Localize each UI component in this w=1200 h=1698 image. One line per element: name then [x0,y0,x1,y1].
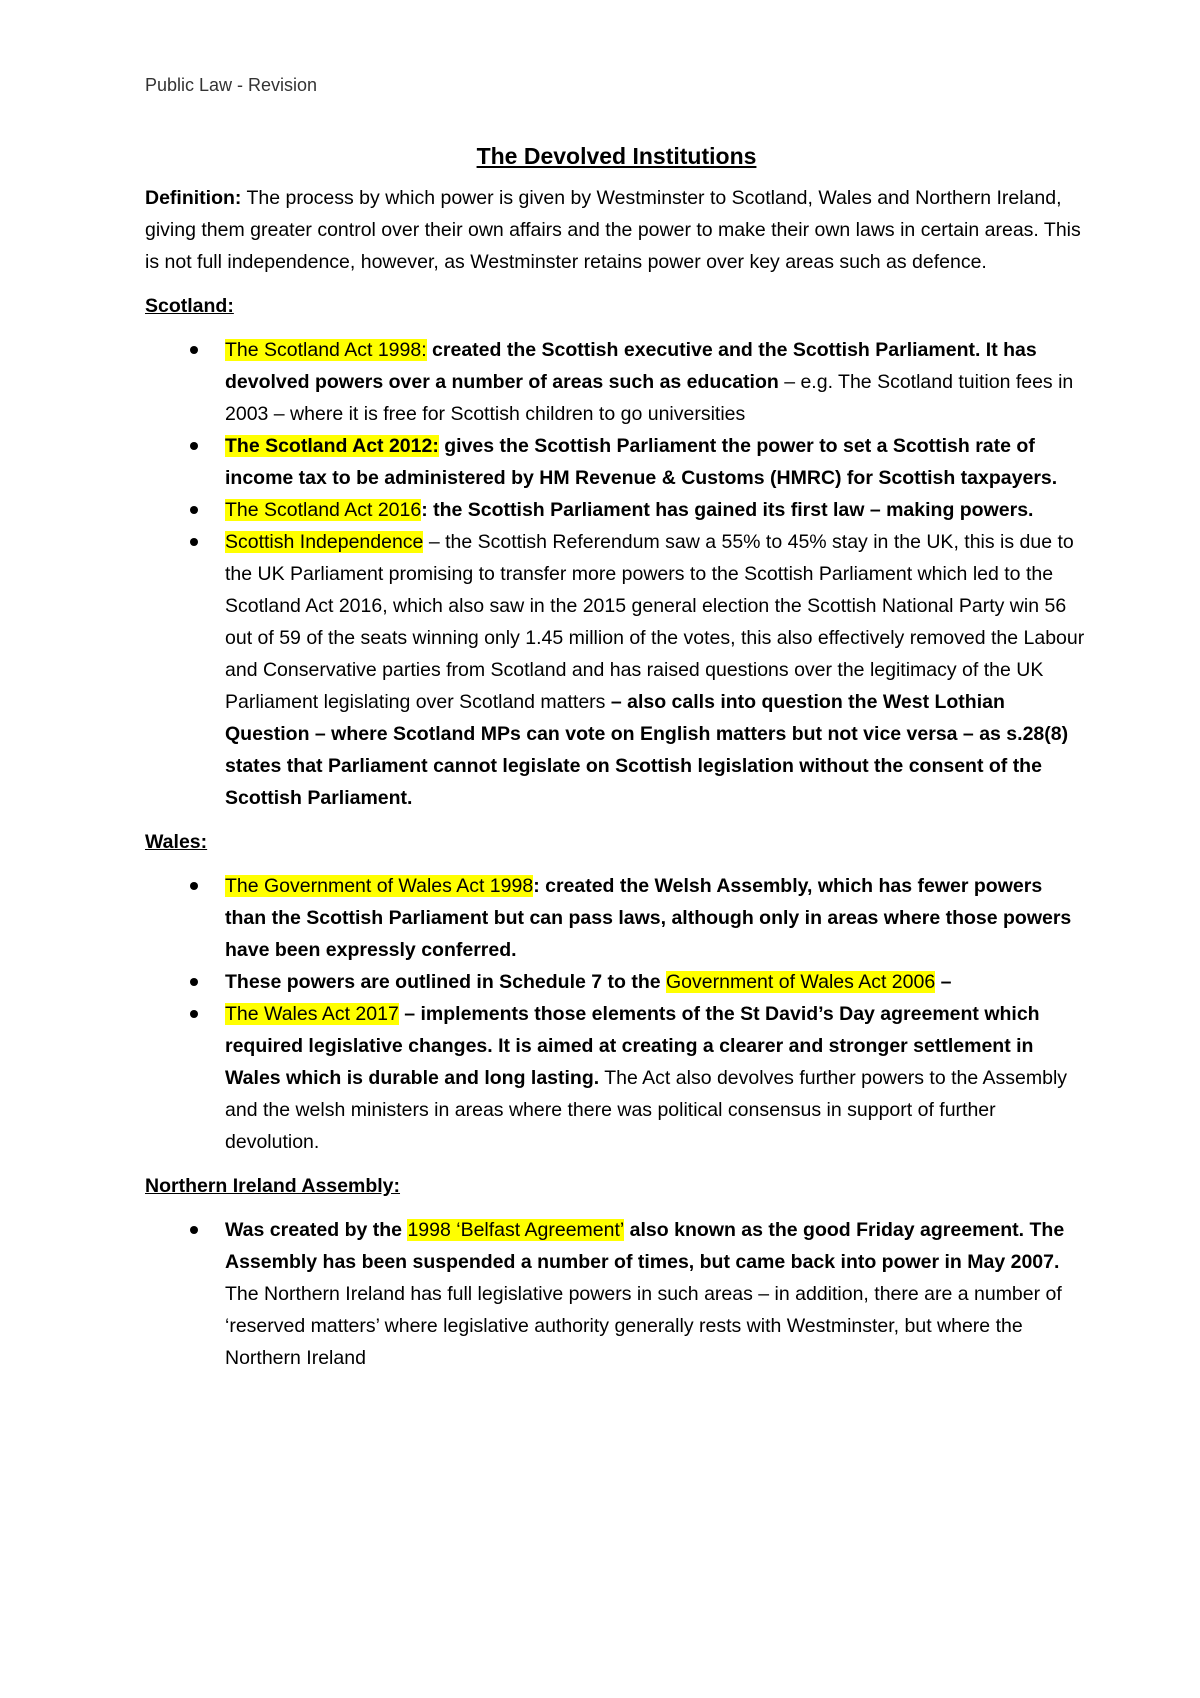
bold-text: Was created by the [225,1219,408,1241]
scotland-list [145,334,1088,814]
highlighted-act: The Scotland Act 1998: [225,339,427,361]
section-heading-wales: Wales: [145,831,208,853]
section-heading-northern-ireland: Northern Ireland Assembly: [145,1175,401,1197]
bold-text: – also calls into question the West Lothian Question – where Scotland MPs can vote on English matters but not vice versa – as s.28(8) states that Parliament cannot legislate on Scottish legislation without the consent of the Scottish Parliament. [225,691,1069,809]
section-heading-scotland: Scotland: [145,295,234,317]
bold-text: also known as the good Friday agreement. The Assembly has been suspended a number of times, but came back into power in May 2007. [225,1219,1065,1273]
list-item [225,430,1088,494]
bullet-icon [190,506,198,514]
bullet-icon [190,346,198,354]
plain-text: The Act also devolves further powers to the Assembly and the welsh ministers in areas where there was political consensus in support of further devolution. [225,1067,1068,1153]
definition-paragraph [145,182,1088,278]
highlighted-act: Government of Wales Act 2006 [666,971,936,993]
bold-text: : created the Welsh Assembly, which has fewer powers than the Scottish Parliament but can pass laws, although only in areas where those powers have been expressly conferred. [225,875,1072,961]
definition-label: Definition: [145,187,242,209]
list-item [225,494,1088,526]
highlighted-act: The Scotland Act 2012: [225,435,439,457]
list-item [225,998,1088,1158]
highlighted-topic: Scottish Independence [225,531,424,553]
bold-text: created the Scottish executive and the Scottish Parliament. It has devolved powers over a number of areas such as education [225,339,1037,393]
list-item [225,334,1088,430]
bold-text: – implements those elements of the St David’s Day agreement which required legislative changes. It is aimed at creating a clearer and stronger settlement in Wales which is durable and long lasting. [225,1003,1040,1089]
bullet-icon [190,538,198,546]
bullet-icon [190,978,198,986]
bold-text: – [935,971,952,993]
bold-text: These powers are outlined in Schedule 7 to the [225,971,667,993]
plain-text: – e.g. The Scotland tuition fees in 2003 – where it is free for Scottish children to go universities [225,371,1074,425]
highlighted-act: The Government of Wales Act 1998 [225,875,534,897]
plain-text: The Northern Ireland has full legislative powers in such areas – in addition, there are a number of ‘reserved matters’ where legislative authority generally rests with Westminster, but where the Northern Ireland [225,1283,1062,1369]
plain-text: – the Scottish Referendum saw a 55% to 45% stay in the UK, this is due to the UK Parliament promising to transfer more powers to the Scottish Parliament which led to the Scotland Act 2016, which also saw in the 2015 general election the Scottish National Party win 56 out of 59 of the seats winning only 1.45 million of the votes, this also effectively removed the Labour and Conservative parties from Scotland and has raised questions over the legitimacy of the UK Parliament legislating over Scotland matters [225,531,1085,713]
page-header: Public Law - Revision [145,75,318,95]
bullet-icon [190,1010,198,1018]
list-item [225,526,1088,814]
bold-text: gives the Scottish Parliament the power to set a Scottish rate of income tax to be administered by HM Revenue & Customs (HMRC) for Scottish taxpayers. [225,435,1058,489]
list-item [225,1214,1088,1374]
definition-text: The process by which power is given by Westminster to Scotland, Wales and Northern Ireland, giving them greater control over their own affairs and the power to make their own laws in certain areas. This is not full independence, however, as Westminster retains power over key areas such as defence. [145,187,1081,273]
highlighted-act: The Wales Act 2017 [225,1003,399,1025]
wales-list [145,870,1088,1158]
northern-ireland-list [145,1214,1088,1374]
bullet-icon [190,442,198,450]
bullet-icon [190,1226,198,1234]
highlighted-act: 1998 ‘Belfast Agreement’ [407,1219,625,1241]
document-title: The Devolved Institutions [476,143,757,169]
bold-text: : the Scottish Parliament has gained its first law – making powers. [421,499,1034,521]
bullet-icon [190,882,198,890]
list-item [225,870,1088,966]
list-item [225,966,1088,998]
highlighted-act: The Scotland Act 2016 [225,499,422,521]
